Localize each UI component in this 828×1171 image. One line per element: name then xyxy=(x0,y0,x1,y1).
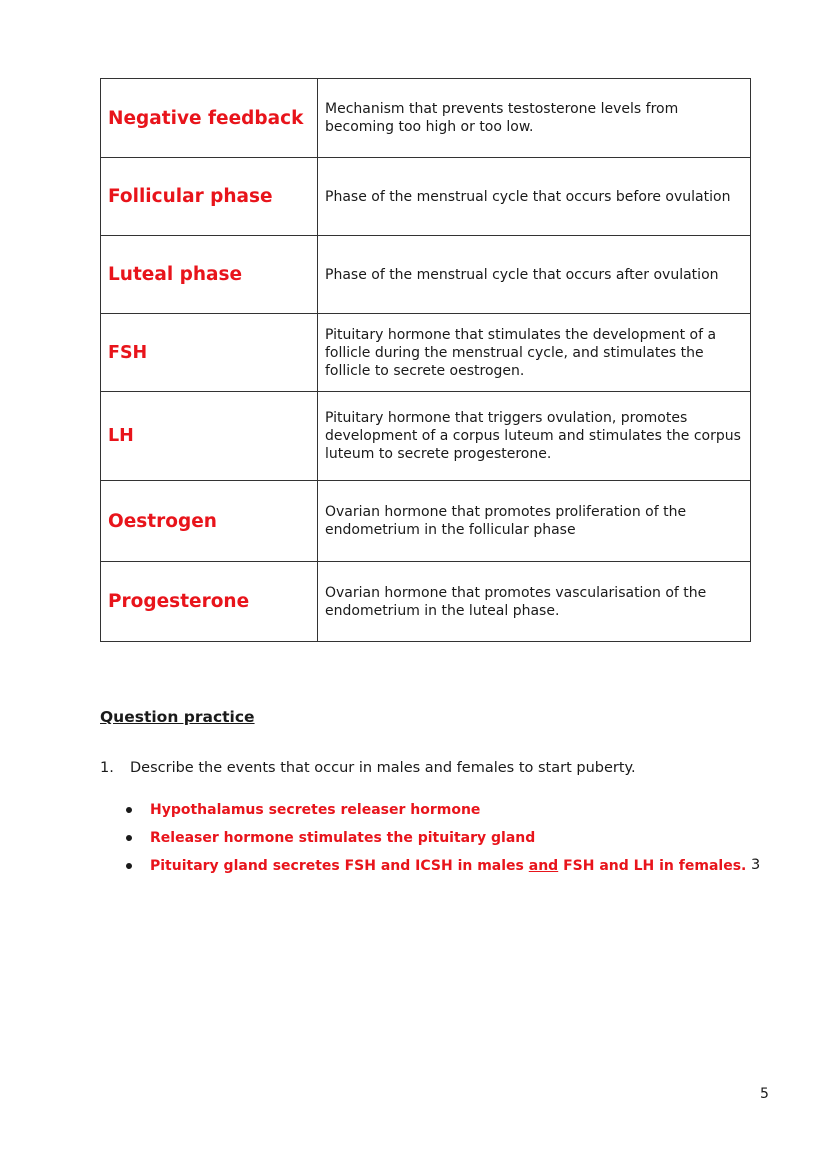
definition-cell: Ovarian hormone that promotes vascularisation of the endometrium in the luteal phase. xyxy=(318,562,751,642)
definition-cell: Phase of the menstrual cycle that occurs after ovulation xyxy=(318,236,751,314)
question-1 xyxy=(100,760,636,776)
term-cell: Oestrogen xyxy=(101,481,318,562)
list-item xyxy=(126,828,766,856)
term-cell: LH xyxy=(101,392,318,481)
table-row xyxy=(101,481,751,562)
question-text: Describe the events that occur in males and females to start puberty. xyxy=(130,760,636,776)
marks-value: 3 xyxy=(751,857,761,873)
bullet-icon xyxy=(126,863,132,869)
table-row xyxy=(101,314,751,392)
answer-text: FSH and LH in females. xyxy=(558,858,747,874)
bullet-icon xyxy=(126,835,132,841)
definition-cell: Mechanism that prevents testosterone levels from becoming too high or too low. xyxy=(318,79,751,158)
term-cell: Progesterone xyxy=(101,562,318,642)
term-cell: Negative feedback xyxy=(101,79,318,158)
list-item xyxy=(126,856,766,884)
definition-cell: Ovarian hormone that promotes proliferation of the endometrium in the follicular phase xyxy=(318,481,751,562)
section-heading: Question practice xyxy=(100,708,255,726)
answer-emphasis: and xyxy=(528,858,559,874)
table-row xyxy=(101,236,751,314)
definition-cell: Phase of the menstrual cycle that occurs before ovulation xyxy=(318,158,751,236)
table-row xyxy=(101,79,751,158)
term-cell: Luteal phase xyxy=(101,236,318,314)
answer-text: Releaser hormone stimulates the pituitary gland xyxy=(150,830,536,846)
definition-cell: Pituitary hormone that stimulates the development of a follicle during the menstrual cycle, and stimulates the follicle to secrete oestrogen. xyxy=(318,314,751,392)
glossary-table xyxy=(100,78,751,642)
answer-text: Hypothalamus secretes releaser hormone xyxy=(150,802,481,818)
term-cell: FSH xyxy=(101,314,318,392)
question-number: 1. xyxy=(100,760,114,776)
page-number: 5 xyxy=(760,1086,769,1102)
definition-cell: Pituitary hormone that triggers ovulation, promotes development of a corpus luteum and stimulates the corpus luteum to secrete progesterone. xyxy=(318,392,751,481)
bullet-icon xyxy=(126,807,132,813)
table-row xyxy=(101,158,751,236)
table-row xyxy=(101,392,751,481)
answer-list xyxy=(126,800,766,884)
table-row xyxy=(101,562,751,642)
answer-text: Pituitary gland secretes FSH and ICSH in males xyxy=(150,858,529,874)
list-item xyxy=(126,800,766,828)
term-cell: Follicular phase xyxy=(101,158,318,236)
